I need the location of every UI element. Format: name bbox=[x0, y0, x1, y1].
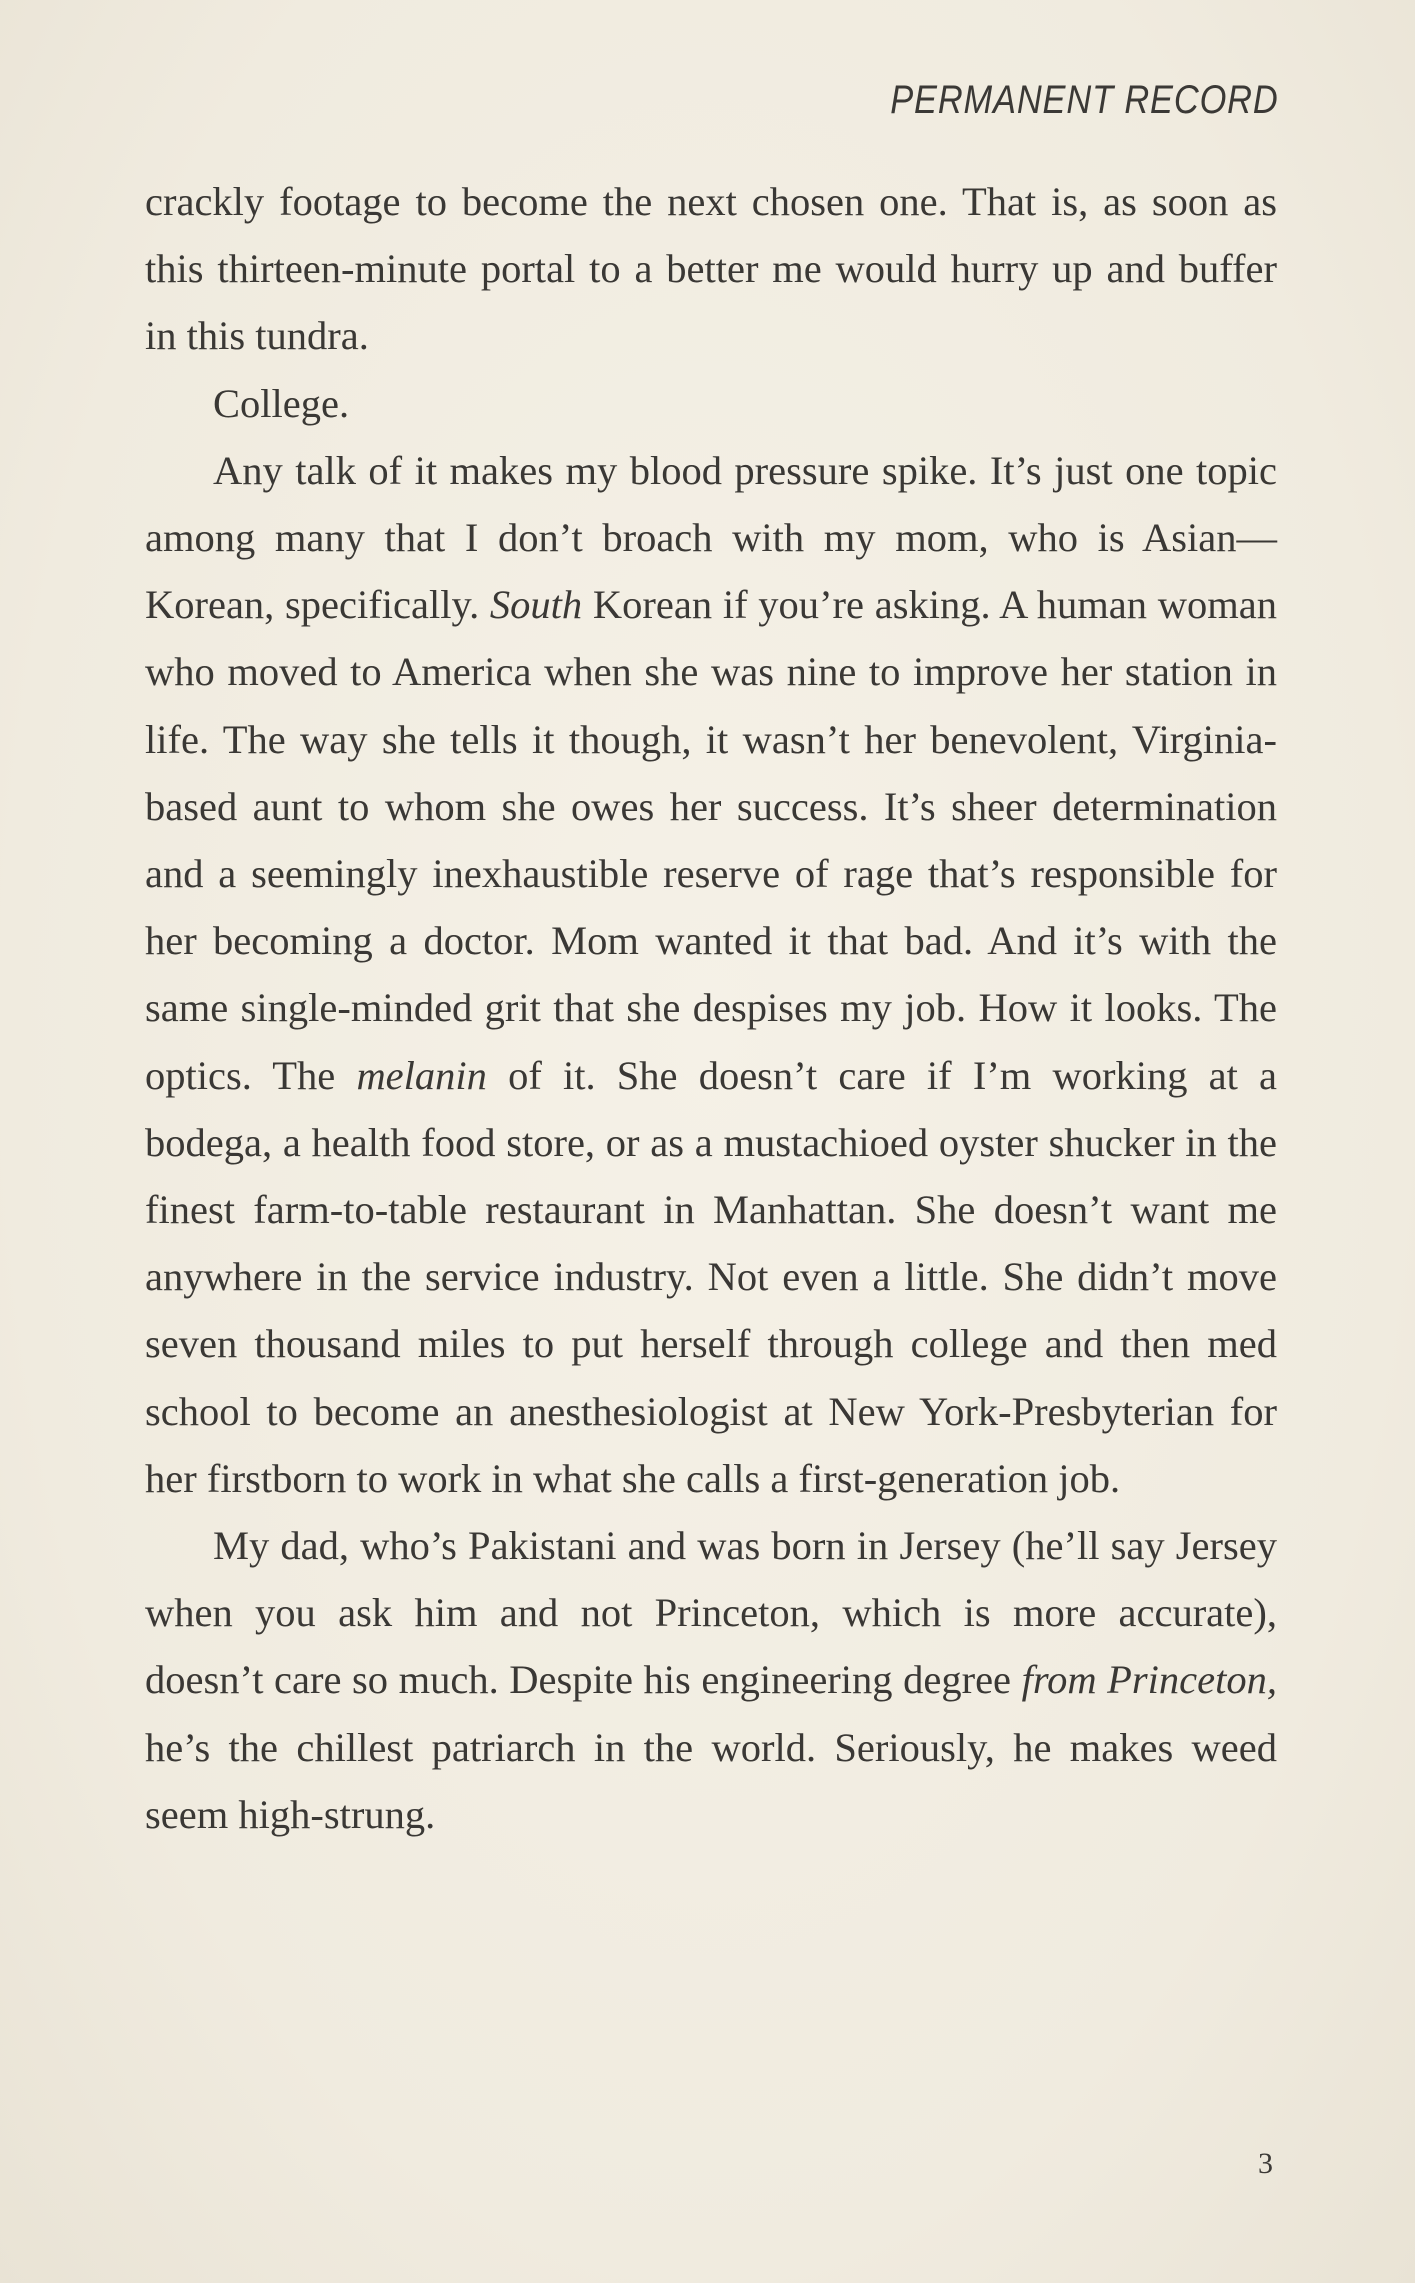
page-number: 3 bbox=[1258, 2147, 1273, 2180]
body-text bbox=[145, 168, 1277, 1848]
italic-text: South bbox=[489, 582, 583, 628]
paragraph bbox=[145, 168, 1277, 370]
running-head: PERMANENT RECORD bbox=[890, 78, 1279, 122]
text-segment: of it. She doesn’t care if I’m working at a bodega, a health food store, or as a mustachioed oyster shucker in the finest farm-to-table restaurant in Manhattan. She doesn’t want me anywhere in the service industry. Not even a little. She didn’t move seven thousand miles to put herself through college and then med school to become an anesthesiologist at New York-Presbyterian for her firstborn to work in what she calls a first-generation job. bbox=[145, 1052, 1277, 1501]
text-segment: My dad, who’s Pakistani and was born in Jersey (he’ll say Jersey when you ask him and not Princeton, which is more accurate), doesn’t care so much. Despite his engineering degree bbox=[145, 1523, 1277, 1703]
text-segment: he’s the chillest patriarch in the world. Seriously, he makes weed seem high-strung. bbox=[145, 1724, 1277, 1837]
text-segment: College. bbox=[213, 380, 350, 426]
paragraph bbox=[145, 437, 1277, 1512]
text-segment: crackly footage to become the next chosen one. That is, as soon as this thirteen-minute portal to a better me would hurry up and buffer in this tundra. bbox=[145, 179, 1277, 359]
text-segment: Korean if you’re asking. A human woman who moved to America when she was nine to improve her station in life. The way she tells it though, it wasn’t her benevolent, Virginia-based aunt to whom she owes her success. It’s sheer determination and a seemingly inexhaustible reserve of rage that’s responsible for her becoming a doctor. Mom wanted it that bad. And it’s with the same single-minded grit that she despises my job. How it looks. The optics. The bbox=[145, 582, 1277, 1098]
italic-text: from Princeton, bbox=[1021, 1657, 1277, 1703]
text-segment: Any talk of it makes my blood pressure spike. It’s just one topic among many that I don’t broach with my mom, who is Asian—Korean, specifically. bbox=[145, 447, 1277, 628]
paragraph bbox=[145, 1512, 1277, 1848]
paragraph bbox=[145, 370, 1277, 437]
italic-text: melanin bbox=[356, 1052, 487, 1098]
